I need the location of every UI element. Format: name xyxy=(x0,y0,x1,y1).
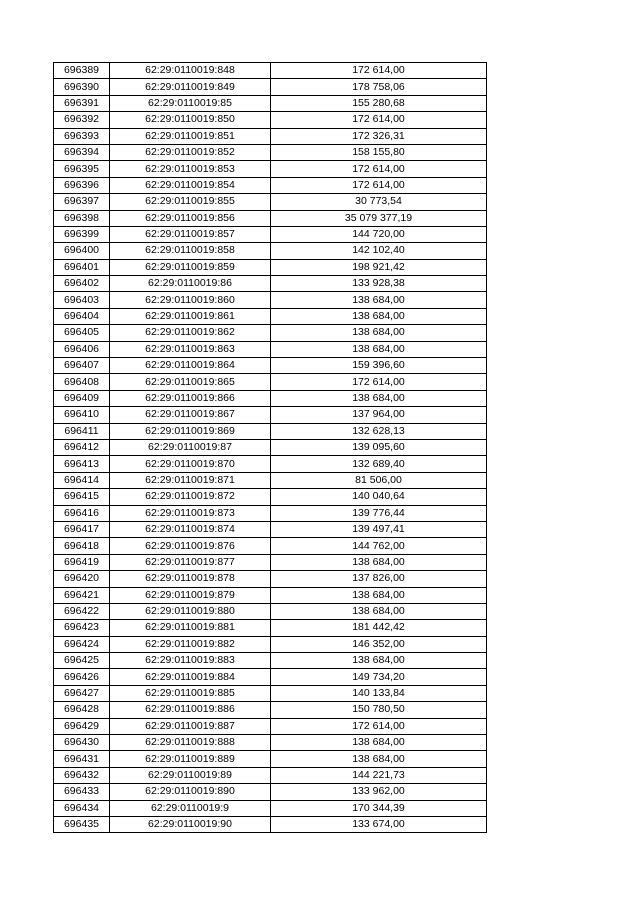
row-number-cell: 696435 xyxy=(54,816,110,832)
table-row xyxy=(54,538,487,554)
table-row xyxy=(54,554,487,570)
row-number-cell: 696418 xyxy=(54,538,110,554)
table-row xyxy=(54,112,487,128)
cadastral-number-cell: 62:29:0110019:854 xyxy=(110,177,271,193)
row-number-cell: 696413 xyxy=(54,456,110,472)
value-cell: 170 344,39 xyxy=(271,800,487,816)
table-row xyxy=(54,767,487,783)
table-row xyxy=(54,243,487,259)
row-number-cell: 696407 xyxy=(54,358,110,374)
cadastral-number-cell: 62:29:0110019:867 xyxy=(110,407,271,423)
row-number-cell: 696400 xyxy=(54,243,110,259)
cadastral-number-cell: 62:29:0110019:885 xyxy=(110,685,271,701)
table-row xyxy=(54,128,487,144)
table-row xyxy=(54,784,487,800)
cadastral-number-cell: 62:29:0110019:850 xyxy=(110,112,271,128)
row-number-cell: 696402 xyxy=(54,276,110,292)
value-cell: 172 614,00 xyxy=(271,177,487,193)
cadastral-number-cell: 62:29:0110019:851 xyxy=(110,128,271,144)
table-row xyxy=(54,620,487,636)
value-cell: 138 684,00 xyxy=(271,587,487,603)
row-number-cell: 696426 xyxy=(54,669,110,685)
table-row xyxy=(54,79,487,95)
value-cell: 137 826,00 xyxy=(271,571,487,587)
cadastral-number-cell: 62:29:0110019:853 xyxy=(110,161,271,177)
value-cell: 138 684,00 xyxy=(271,653,487,669)
row-number-cell: 696425 xyxy=(54,653,110,669)
cadastral-number-cell: 62:29:0110019:858 xyxy=(110,243,271,259)
cadastral-number-cell: 62:29:0110019:852 xyxy=(110,144,271,160)
row-number-cell: 696433 xyxy=(54,784,110,800)
value-cell: 172 614,00 xyxy=(271,718,487,734)
row-number-cell: 696405 xyxy=(54,325,110,341)
row-number-cell: 696415 xyxy=(54,489,110,505)
row-number-cell: 696398 xyxy=(54,210,110,226)
table-row xyxy=(54,456,487,472)
table-row xyxy=(54,735,487,751)
value-cell: 133 962,00 xyxy=(271,784,487,800)
cadastral-number-cell: 62:29:0110019:874 xyxy=(110,521,271,537)
value-cell: 138 684,00 xyxy=(271,308,487,324)
value-cell: 138 684,00 xyxy=(271,292,487,308)
value-cell: 144 221,73 xyxy=(271,767,487,783)
value-cell: 138 684,00 xyxy=(271,341,487,357)
table-row xyxy=(54,472,487,488)
value-cell: 149 734,20 xyxy=(271,669,487,685)
table-row xyxy=(54,571,487,587)
cadastral-number-cell: 62:29:0110019:884 xyxy=(110,669,271,685)
row-number-cell: 696434 xyxy=(54,800,110,816)
value-cell: 138 684,00 xyxy=(271,603,487,619)
row-number-cell: 696390 xyxy=(54,79,110,95)
cadastral-number-cell: 62:29:0110019:87 xyxy=(110,439,271,455)
row-number-cell: 696403 xyxy=(54,292,110,308)
row-number-cell: 696424 xyxy=(54,636,110,652)
value-cell: 155 280,68 xyxy=(271,95,487,111)
table-row xyxy=(54,603,487,619)
table-row xyxy=(54,161,487,177)
value-cell: 146 352,00 xyxy=(271,636,487,652)
cadastral-number-cell: 62:29:0110019:861 xyxy=(110,308,271,324)
cadastral-number-cell: 62:29:0110019:90 xyxy=(110,816,271,832)
row-number-cell: 696391 xyxy=(54,95,110,111)
value-cell: 144 762,00 xyxy=(271,538,487,554)
value-cell: 133 674,00 xyxy=(271,816,487,832)
row-number-cell: 696399 xyxy=(54,226,110,242)
value-cell: 138 684,00 xyxy=(271,735,487,751)
table-body xyxy=(54,63,487,833)
cadastral-number-cell: 62:29:0110019:872 xyxy=(110,489,271,505)
table-row xyxy=(54,505,487,521)
row-number-cell: 696395 xyxy=(54,161,110,177)
value-cell: 133 928,38 xyxy=(271,276,487,292)
table-row xyxy=(54,95,487,111)
row-number-cell: 696408 xyxy=(54,374,110,390)
row-number-cell: 696394 xyxy=(54,144,110,160)
cadastral-number-cell: 62:29:0110019:86 xyxy=(110,276,271,292)
row-number-cell: 696397 xyxy=(54,194,110,210)
value-cell: 35 079 377,19 xyxy=(271,210,487,226)
cadastral-number-cell: 62:29:0110019:862 xyxy=(110,325,271,341)
cadastral-number-cell: 62:29:0110019:849 xyxy=(110,79,271,95)
value-cell: 140 133,84 xyxy=(271,685,487,701)
cadastral-number-cell: 62:29:0110019:890 xyxy=(110,784,271,800)
value-cell: 138 684,00 xyxy=(271,554,487,570)
cadastral-number-cell: 62:29:0110019:881 xyxy=(110,620,271,636)
row-number-cell: 696401 xyxy=(54,259,110,275)
cadastral-number-cell: 62:29:0110019:889 xyxy=(110,751,271,767)
value-cell: 159 396,60 xyxy=(271,358,487,374)
cadastral-number-cell: 62:29:0110019:871 xyxy=(110,472,271,488)
cadastral-number-cell: 62:29:0110019:89 xyxy=(110,767,271,783)
cadastral-number-cell: 62:29:0110019:888 xyxy=(110,735,271,751)
cadastral-number-cell: 62:29:0110019:856 xyxy=(110,210,271,226)
row-number-cell: 696419 xyxy=(54,554,110,570)
cadastral-number-cell: 62:29:0110019:887 xyxy=(110,718,271,734)
table-row xyxy=(54,308,487,324)
table-row xyxy=(54,423,487,439)
table-row xyxy=(54,521,487,537)
table-row xyxy=(54,751,487,767)
value-cell: 172 614,00 xyxy=(271,161,487,177)
row-number-cell: 696393 xyxy=(54,128,110,144)
cadastral-number-cell: 62:29:0110019:882 xyxy=(110,636,271,652)
value-cell: 138 684,00 xyxy=(271,390,487,406)
value-cell: 139 776,44 xyxy=(271,505,487,521)
value-cell: 81 506,00 xyxy=(271,472,487,488)
cadastral-number-cell: 62:29:0110019:876 xyxy=(110,538,271,554)
table-row xyxy=(54,685,487,701)
row-number-cell: 696427 xyxy=(54,685,110,701)
value-cell: 178 758,06 xyxy=(271,79,487,95)
table-row xyxy=(54,816,487,832)
table-row xyxy=(54,718,487,734)
row-number-cell: 696396 xyxy=(54,177,110,193)
table-row xyxy=(54,341,487,357)
table-row xyxy=(54,144,487,160)
row-number-cell: 696389 xyxy=(54,63,110,79)
cadastral-number-cell: 62:29:0110019:870 xyxy=(110,456,271,472)
table-row xyxy=(54,194,487,210)
cadastral-value-table xyxy=(53,62,487,833)
table-row xyxy=(54,636,487,652)
cadastral-number-cell: 62:29:0110019:873 xyxy=(110,505,271,521)
cadastral-number-cell: 62:29:0110019:857 xyxy=(110,226,271,242)
table-row xyxy=(54,292,487,308)
cadastral-number-cell: 62:29:0110019:879 xyxy=(110,587,271,603)
row-number-cell: 696429 xyxy=(54,718,110,734)
row-number-cell: 696420 xyxy=(54,571,110,587)
cadastral-number-cell: 62:29:0110019:85 xyxy=(110,95,271,111)
value-cell: 138 684,00 xyxy=(271,751,487,767)
table-row xyxy=(54,276,487,292)
row-number-cell: 696410 xyxy=(54,407,110,423)
cadastral-number-cell: 62:29:0110019:880 xyxy=(110,603,271,619)
cadastral-number-cell: 62:29:0110019:886 xyxy=(110,702,271,718)
table-row xyxy=(54,259,487,275)
value-cell: 150 780,50 xyxy=(271,702,487,718)
row-number-cell: 696430 xyxy=(54,735,110,751)
value-cell: 144 720,00 xyxy=(271,226,487,242)
table-row xyxy=(54,702,487,718)
row-number-cell: 696423 xyxy=(54,620,110,636)
cadastral-number-cell: 62:29:0110019:863 xyxy=(110,341,271,357)
value-cell: 139 095,60 xyxy=(271,439,487,455)
cadastral-number-cell: 62:29:0110019:869 xyxy=(110,423,271,439)
table-row xyxy=(54,63,487,79)
cadastral-number-cell: 62:29:0110019:866 xyxy=(110,390,271,406)
table-row xyxy=(54,800,487,816)
table-row xyxy=(54,325,487,341)
value-cell: 198 921,42 xyxy=(271,259,487,275)
table-row xyxy=(54,587,487,603)
cadastral-number-cell: 62:29:0110019:878 xyxy=(110,571,271,587)
table-row xyxy=(54,226,487,242)
table-row xyxy=(54,177,487,193)
table-row xyxy=(54,669,487,685)
table-row xyxy=(54,653,487,669)
row-number-cell: 696432 xyxy=(54,767,110,783)
row-number-cell: 696421 xyxy=(54,587,110,603)
row-number-cell: 696431 xyxy=(54,751,110,767)
row-number-cell: 696406 xyxy=(54,341,110,357)
row-number-cell: 696404 xyxy=(54,308,110,324)
table-row xyxy=(54,407,487,423)
row-number-cell: 696428 xyxy=(54,702,110,718)
row-number-cell: 696409 xyxy=(54,390,110,406)
table-row xyxy=(54,374,487,390)
cadastral-number-cell: 62:29:0110019:883 xyxy=(110,653,271,669)
value-cell: 172 326,31 xyxy=(271,128,487,144)
cadastral-number-cell: 62:29:0110019:848 xyxy=(110,63,271,79)
value-cell: 138 684,00 xyxy=(271,325,487,341)
table-row xyxy=(54,390,487,406)
value-cell: 172 614,00 xyxy=(271,374,487,390)
value-cell: 172 614,00 xyxy=(271,112,487,128)
cadastral-number-cell: 62:29:0110019:860 xyxy=(110,292,271,308)
row-number-cell: 696411 xyxy=(54,423,110,439)
value-cell: 172 614,00 xyxy=(271,63,487,79)
row-number-cell: 696414 xyxy=(54,472,110,488)
table-row xyxy=(54,358,487,374)
value-cell: 132 628,13 xyxy=(271,423,487,439)
row-number-cell: 696412 xyxy=(54,439,110,455)
value-cell: 137 964,00 xyxy=(271,407,487,423)
row-number-cell: 696392 xyxy=(54,112,110,128)
cadastral-number-cell: 62:29:0110019:877 xyxy=(110,554,271,570)
cadastral-number-cell: 62:29:0110019:9 xyxy=(110,800,271,816)
cadastral-number-cell: 62:29:0110019:864 xyxy=(110,358,271,374)
table-row xyxy=(54,210,487,226)
value-cell: 142 102,40 xyxy=(271,243,487,259)
row-number-cell: 696416 xyxy=(54,505,110,521)
cadastral-number-cell: 62:29:0110019:855 xyxy=(110,194,271,210)
value-cell: 132 689,40 xyxy=(271,456,487,472)
value-cell: 140 040,64 xyxy=(271,489,487,505)
row-number-cell: 696422 xyxy=(54,603,110,619)
value-cell: 158 155,80 xyxy=(271,144,487,160)
table-row xyxy=(54,439,487,455)
row-number-cell: 696417 xyxy=(54,521,110,537)
cadastral-number-cell: 62:29:0110019:865 xyxy=(110,374,271,390)
table-row xyxy=(54,489,487,505)
value-cell: 181 442,42 xyxy=(271,620,487,636)
value-cell: 30 773,54 xyxy=(271,194,487,210)
cadastral-number-cell: 62:29:0110019:859 xyxy=(110,259,271,275)
value-cell: 139 497,41 xyxy=(271,521,487,537)
